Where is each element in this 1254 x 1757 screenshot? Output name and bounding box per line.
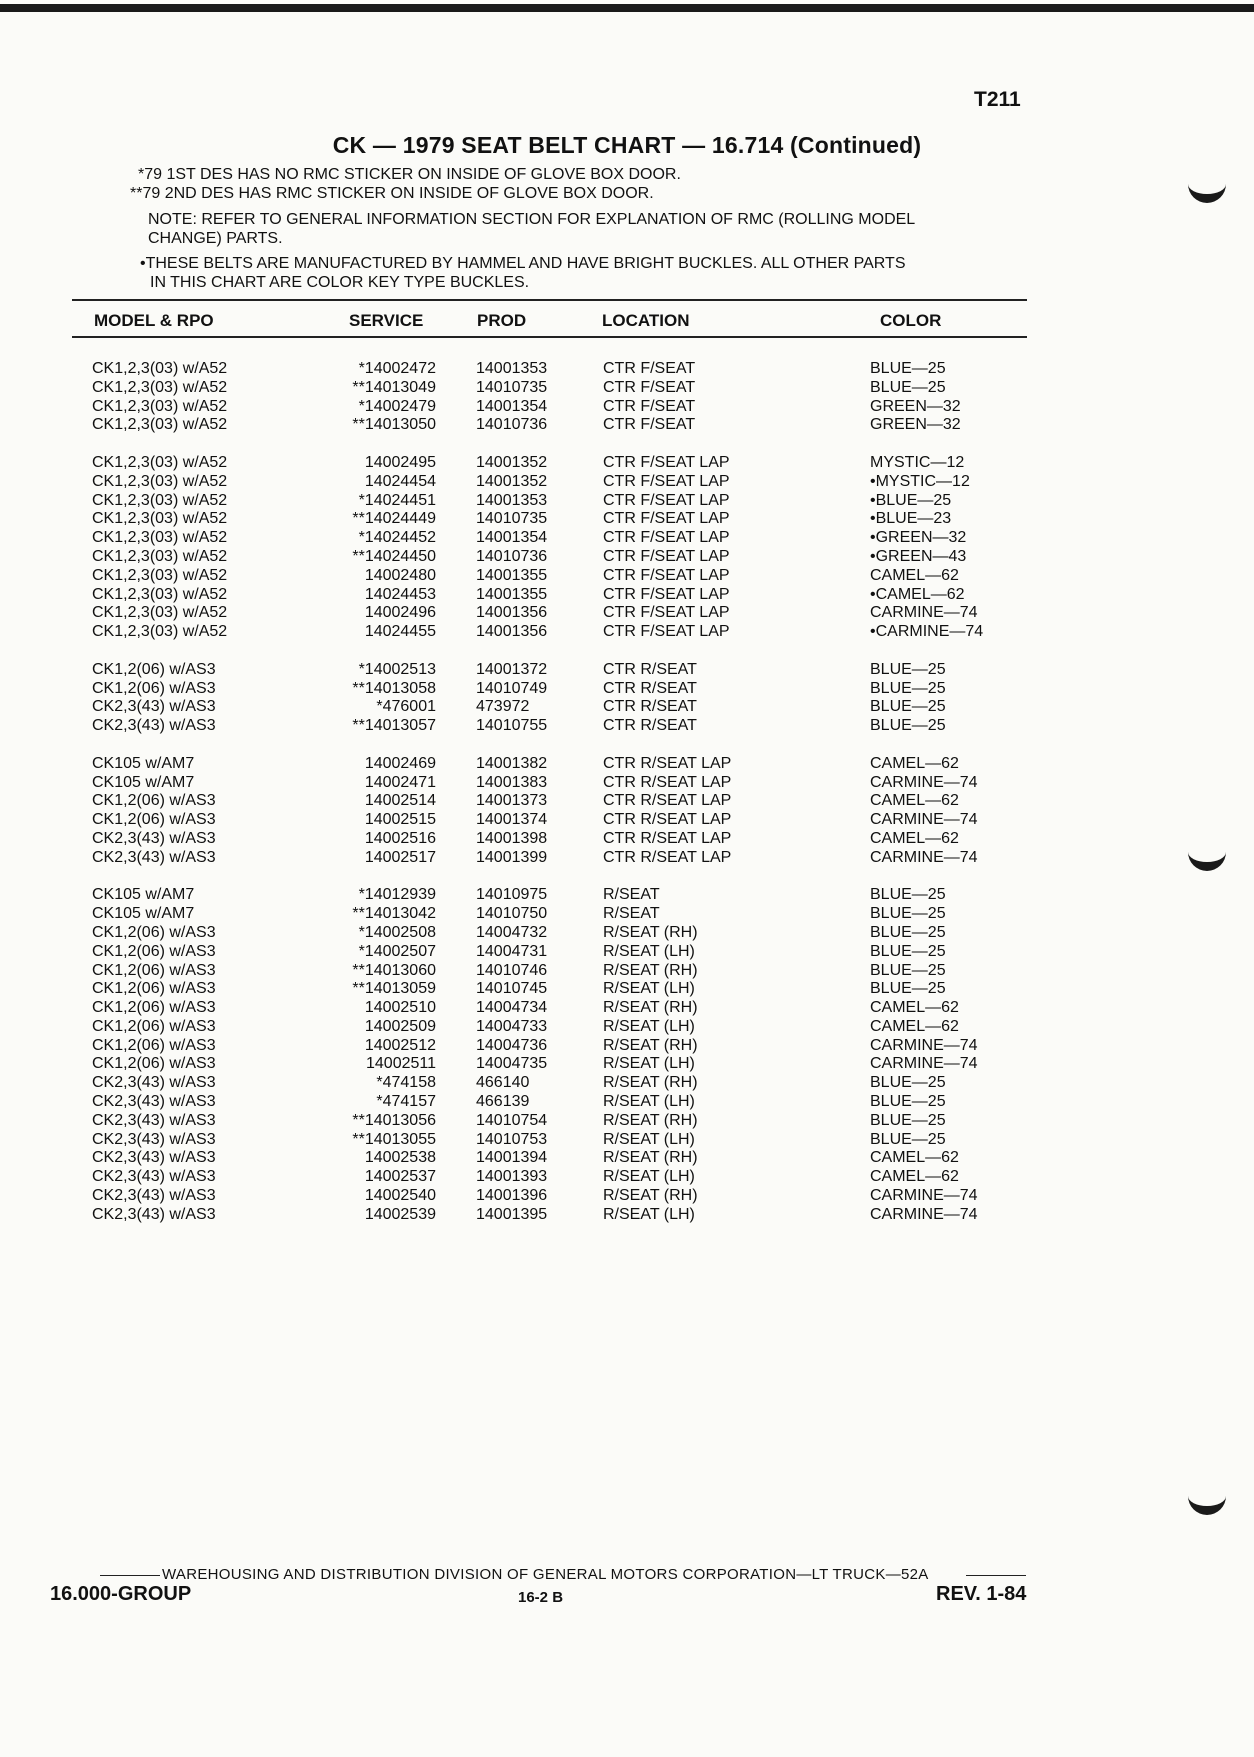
table-row <box>0 1168 1254 1187</box>
cell-service: 14024453 <box>364 585 436 603</box>
cell-location: R/SEAT (RH) <box>603 923 698 941</box>
cell-model: CK105 w/AM7 <box>92 773 195 791</box>
cell-service: **14013057 <box>352 717 436 735</box>
cell-location: CTR F/SEAT <box>603 416 696 434</box>
cell-model: CK1,2,3(03) w/A52 <box>92 360 228 377</box>
cell-color: CAMEL—62 <box>870 1168 959 1186</box>
table-row <box>0 567 1254 586</box>
cell-location: CTR F/SEAT LAP <box>603 547 730 565</box>
cell-location: CTR R/SEAT <box>603 679 697 697</box>
note-first-des: *79 1ST DES HAS NO RMC STICKER ON INSIDE OF GLOVE BOX DOOR. <box>138 166 681 183</box>
cell-model: CK2,3(43) w/AS3 <box>92 829 216 847</box>
cell-model: CK2,3(43) w/AS3 <box>92 717 216 735</box>
cell-location: R/SEAT (LH) <box>603 1017 695 1035</box>
footer-dash-left <box>100 1575 160 1576</box>
cell-location: R/SEAT (RH) <box>603 1149 698 1167</box>
table-row <box>0 548 1254 567</box>
cell-location: CTR F/SEAT LAP <box>603 491 730 509</box>
cell-location: CTR F/SEAT LAP <box>603 604 730 622</box>
table-row <box>0 717 1254 736</box>
cell-service: *14024452 <box>358 529 436 547</box>
cell-model: CK1,2,3(03) w/A52 <box>92 378 228 396</box>
cell-prod: 14004734 <box>476 999 548 1017</box>
cell-service: 14002540 <box>364 1187 436 1205</box>
note-rmc-line2: CHANGE) PARTS. <box>148 230 283 247</box>
cell-prod: 14010745 <box>476 980 548 998</box>
note-second-des: **79 2ND DES HAS RMC STICKER ON INSIDE OF GLOVE BOX DOOR. <box>130 185 654 202</box>
cell-location: CTR F/SEAT <box>603 360 696 377</box>
cell-location: R/SEAT <box>603 905 660 923</box>
cell-service: **14013050 <box>352 416 436 434</box>
cell-service: *474157 <box>376 1093 436 1111</box>
cell-color: CAMEL—62 <box>870 566 959 584</box>
cell-model: CK1,2,3(03) w/A52 <box>92 510 228 528</box>
cell-model: CK1,2,3(03) w/A52 <box>92 529 228 547</box>
cell-prod: 14004736 <box>476 1036 548 1054</box>
cell-model: CK2,3(43) w/AS3 <box>92 1074 216 1092</box>
table-row <box>0 1131 1254 1150</box>
cell-location: CTR F/SEAT LAP <box>603 623 730 641</box>
cell-color: •GREEN—43 <box>870 547 967 565</box>
cell-color: CARMINE—74 <box>870 848 978 866</box>
cell-prod: 14010750 <box>476 905 548 923</box>
table-row <box>0 830 1254 849</box>
cell-color: BLUE—25 <box>870 698 946 716</box>
cell-model: CK105 w/AM7 <box>92 905 195 923</box>
cell-prod: 14010753 <box>476 1130 548 1148</box>
cell-service: 14002495 <box>364 453 436 471</box>
cell-location: CTR R/SEAT <box>603 698 697 716</box>
cell-color: BLUE—25 <box>870 1111 946 1129</box>
cell-location: R/SEAT (RH) <box>603 961 698 979</box>
cell-prod: 14004735 <box>476 1055 548 1073</box>
cell-service: *14002513 <box>358 660 436 678</box>
cell-prod: 14001373 <box>476 792 548 810</box>
cell-model: CK2,3(43) w/AS3 <box>92 1130 216 1148</box>
cell-prod: 466140 <box>476 1074 530 1092</box>
cell-color: CARMINE—74 <box>870 1187 978 1205</box>
footer-page: 16-2 B <box>518 1589 564 1606</box>
cell-location: CTR F/SEAT LAP <box>603 472 730 490</box>
cell-service: 14002471 <box>364 773 436 791</box>
cell-color: CARMINE—74 <box>870 1055 978 1073</box>
cell-model: CK105 w/AM7 <box>92 754 195 772</box>
cell-prod: 14004733 <box>476 1017 548 1035</box>
cell-model: CK1,2(06) w/AS3 <box>92 999 216 1017</box>
cell-location: CTR R/SEAT LAP <box>603 811 732 829</box>
table-row <box>0 416 1254 435</box>
cell-service: **14013055 <box>352 1130 436 1148</box>
cell-color: BLUE—25 <box>870 1093 946 1111</box>
cell-service: *14002508 <box>358 923 436 941</box>
cell-prod: 14010749 <box>476 679 548 697</box>
cell-location: R/SEAT (LH) <box>603 1055 695 1073</box>
cell-location: R/SEAT <box>603 886 660 904</box>
cell-prod: 14001354 <box>476 529 548 547</box>
cell-prod: 14010746 <box>476 961 548 979</box>
cell-model: CK2,3(43) w/AS3 <box>92 848 216 866</box>
cell-prod: 14001399 <box>476 848 548 866</box>
cell-color: BLUE—25 <box>870 886 946 904</box>
table-row <box>0 492 1254 511</box>
cell-model: CK2,3(43) w/AS3 <box>92 1168 216 1186</box>
cell-color: BLUE—25 <box>870 923 946 941</box>
header-service: SERVICE <box>349 311 424 330</box>
cell-prod: 14001398 <box>476 829 548 847</box>
cell-location: R/SEAT (RH) <box>603 1187 698 1205</box>
table-top-rule <box>72 299 1027 301</box>
cell-prod: 14001396 <box>476 1187 548 1205</box>
cell-service: 14002538 <box>364 1149 436 1167</box>
cell-prod: 473972 <box>476 698 530 716</box>
cell-model: CK1,2,3(03) w/A52 <box>92 453 228 471</box>
table-header-rule <box>72 336 1027 338</box>
cell-color: BLUE—25 <box>870 717 946 735</box>
table-row <box>0 755 1254 774</box>
cell-prod: 14004731 <box>476 942 548 960</box>
cell-service: *474158 <box>376 1074 436 1092</box>
table-row <box>0 1149 1254 1168</box>
cell-color: CARMINE—74 <box>870 1205 978 1223</box>
cell-service: **14013060 <box>352 961 436 979</box>
table-row <box>0 680 1254 699</box>
cell-model: CK1,2(06) w/AS3 <box>92 660 216 678</box>
cell-model: CK2,3(43) w/AS3 <box>92 1149 216 1167</box>
cell-location: CTR R/SEAT LAP <box>603 773 732 791</box>
cell-location: R/SEAT (RH) <box>603 1111 698 1129</box>
table-row <box>0 379 1254 398</box>
table-row <box>0 398 1254 417</box>
table-row <box>0 811 1254 830</box>
table-row <box>0 980 1254 999</box>
cell-service: **14013059 <box>352 980 436 998</box>
cell-model: CK1,2,3(03) w/A52 <box>92 604 228 622</box>
page-title: CK — 1979 SEAT BELT CHART — 16.714 (Continued) <box>332 132 922 158</box>
cell-prod: 14001394 <box>476 1149 548 1167</box>
table-row <box>0 1074 1254 1093</box>
cell-service: *476001 <box>376 698 436 716</box>
cell-model: CK1,2(06) w/AS3 <box>92 811 216 829</box>
cell-color: CARMINE—74 <box>870 773 978 791</box>
cell-prod: 14001353 <box>476 360 548 377</box>
cell-model: CK1,2(06) w/AS3 <box>92 1055 216 1073</box>
cell-service: **14013056 <box>352 1111 436 1129</box>
cell-location: CTR F/SEAT LAP <box>603 510 730 528</box>
table-row <box>0 473 1254 492</box>
cell-color: BLUE—25 <box>870 961 946 979</box>
cell-prod: 14010736 <box>476 416 548 434</box>
table-body <box>0 360 1254 1225</box>
cell-color: BLUE—25 <box>870 660 946 678</box>
cell-prod: 466139 <box>476 1093 530 1111</box>
binder-hole-icon <box>1188 1480 1226 1515</box>
cell-color: MYSTIC—12 <box>870 453 965 471</box>
cell-model: CK1,2,3(03) w/A52 <box>92 472 228 490</box>
cell-prod: 14010736 <box>476 547 548 565</box>
cell-prod: 14001382 <box>476 754 548 772</box>
cell-location: R/SEAT (LH) <box>603 1168 695 1186</box>
cell-service: 14024455 <box>364 623 436 641</box>
cell-service: *14002507 <box>358 942 436 960</box>
cell-service: 14002539 <box>364 1205 436 1223</box>
cell-location: CTR R/SEAT LAP <box>603 792 732 810</box>
cell-service: **14013042 <box>352 905 436 923</box>
table-row <box>0 943 1254 962</box>
cell-model: CK1,2(06) w/AS3 <box>92 679 216 697</box>
cell-prod: 14001354 <box>476 397 548 415</box>
cell-color: CARMINE—74 <box>870 811 978 829</box>
cell-location: CTR R/SEAT <box>603 717 697 735</box>
cell-prod: 14001372 <box>476 660 548 678</box>
cell-service: *14012939 <box>358 886 436 904</box>
cell-color: GREEN—32 <box>870 397 961 415</box>
cell-color: •CARMINE—74 <box>870 623 984 641</box>
header-color: COLOR <box>880 311 942 330</box>
cell-model: CK2,3(43) w/AS3 <box>92 1093 216 1111</box>
cell-service: 14002509 <box>364 1017 436 1035</box>
cell-color: CARMINE—74 <box>870 604 978 622</box>
table-row <box>0 1206 1254 1225</box>
note-rmc-line1: NOTE: REFER TO GENERAL INFORMATION SECTION FOR EXPLANATION OF RMC (ROLLING MODEL <box>148 211 916 228</box>
binder-hole-icon <box>1188 168 1226 203</box>
cell-location: R/SEAT (RH) <box>603 999 698 1017</box>
cell-model: CK1,2(06) w/AS3 <box>92 961 216 979</box>
cell-color: CAMEL—62 <box>870 829 959 847</box>
table-row <box>0 586 1254 605</box>
cell-service: 14002516 <box>364 829 436 847</box>
cell-prod: 14001356 <box>476 623 548 641</box>
cell-prod: 14010975 <box>476 886 548 904</box>
cell-model: CK1,2,3(03) w/A52 <box>92 397 228 415</box>
cell-service: 14002515 <box>364 811 436 829</box>
cell-service: 14002512 <box>364 1036 436 1054</box>
cell-location: R/SEAT (LH) <box>603 1130 695 1148</box>
cell-location: CTR R/SEAT LAP <box>603 754 732 772</box>
cell-location: CTR R/SEAT <box>603 660 697 678</box>
cell-prod: 14001395 <box>476 1205 548 1223</box>
cell-service: 14002469 <box>364 754 436 772</box>
cell-location: CTR F/SEAT LAP <box>603 453 730 471</box>
cell-location: CTR F/SEAT LAP <box>603 566 730 584</box>
cell-prod: 14001355 <box>476 585 548 603</box>
table-row <box>0 529 1254 548</box>
cell-location: CTR R/SEAT LAP <box>603 829 732 847</box>
table-row <box>0 661 1254 680</box>
cell-model: CK1,2,3(03) w/A52 <box>92 547 228 565</box>
cell-model: CK1,2,3(03) w/A52 <box>92 416 228 434</box>
cell-prod: 14004732 <box>476 923 548 941</box>
table-row <box>0 510 1254 529</box>
top-edge-bar <box>0 4 1254 12</box>
cell-color: CAMEL—62 <box>870 999 959 1017</box>
cell-prod: 14001393 <box>476 1168 548 1186</box>
page-id: T211 <box>974 88 1021 111</box>
cell-model: CK2,3(43) w/AS3 <box>92 1205 216 1223</box>
cell-model: CK2,3(43) w/AS3 <box>92 698 216 716</box>
table-row <box>0 698 1254 717</box>
cell-model: CK1,2,3(03) w/A52 <box>92 585 228 603</box>
footer-rev: REV. 1-84 <box>936 1583 1027 1605</box>
cell-prod: 14001352 <box>476 453 548 471</box>
header-location: LOCATION <box>602 311 690 330</box>
cell-color: •BLUE—23 <box>870 510 952 528</box>
header-model: MODEL & RPO <box>94 311 214 330</box>
cell-color: BLUE—25 <box>870 980 946 998</box>
cell-model: CK105 w/AM7 <box>92 886 195 904</box>
cell-location: CTR F/SEAT LAP <box>603 585 730 603</box>
cell-location: CTR F/SEAT <box>603 397 696 415</box>
table-row <box>0 1055 1254 1074</box>
cell-prod: 14001355 <box>476 566 548 584</box>
cell-service: 14024454 <box>364 472 436 490</box>
cell-prod: 14001352 <box>476 472 548 490</box>
cell-prod: 14010735 <box>476 378 548 396</box>
table-row <box>0 849 1254 868</box>
cell-color: CARMINE—74 <box>870 1036 978 1054</box>
cell-model: CK1,2,3(03) w/A52 <box>92 566 228 584</box>
cell-location: R/SEAT (LH) <box>603 1093 695 1111</box>
cell-color: BLUE—25 <box>870 378 946 396</box>
table-row <box>0 962 1254 981</box>
cell-color: CAMEL—62 <box>870 1149 959 1167</box>
cell-service: 14002511 <box>366 1055 436 1073</box>
cell-prod: 14010754 <box>476 1111 548 1129</box>
cell-service: **14024449 <box>352 510 436 528</box>
table-row <box>0 623 1254 642</box>
cell-model: CK1,2(06) w/AS3 <box>92 1017 216 1035</box>
cell-color: BLUE—25 <box>870 942 946 960</box>
cell-color: •GREEN—32 <box>870 529 967 547</box>
cell-prod: 14001356 <box>476 604 548 622</box>
cell-color: BLUE—25 <box>870 679 946 697</box>
cell-location: R/SEAT (LH) <box>603 942 695 960</box>
cell-model: CK1,2,3(03) w/A52 <box>92 491 228 509</box>
cell-location: R/SEAT (RH) <box>603 1036 698 1054</box>
table-row <box>0 1112 1254 1131</box>
cell-color: •MYSTIC—12 <box>870 472 970 490</box>
table-row <box>0 454 1254 473</box>
table-row <box>0 905 1254 924</box>
cell-location: R/SEAT (RH) <box>603 1074 698 1092</box>
cell-model: CK2,3(43) w/AS3 <box>92 1111 216 1129</box>
cell-prod: 14010735 <box>476 510 548 528</box>
table-row <box>0 924 1254 943</box>
cell-location: R/SEAT (LH) <box>603 980 695 998</box>
cell-color: CAMEL—62 <box>870 792 959 810</box>
table-row <box>0 1037 1254 1056</box>
cell-service: 14002496 <box>364 604 436 622</box>
cell-model: CK1,2(06) w/AS3 <box>92 1036 216 1054</box>
cell-model: CK1,2(06) w/AS3 <box>92 942 216 960</box>
cell-model: CK1,2(06) w/AS3 <box>92 792 216 810</box>
table-row <box>0 774 1254 793</box>
table-row <box>0 999 1254 1018</box>
cell-location: CTR F/SEAT LAP <box>603 529 730 547</box>
cell-color: CAMEL—62 <box>870 1017 959 1035</box>
footer-division: WAREHOUSING AND DISTRIBUTION DIVISION OF GENERAL MOTORS CORPORATION—LT TRUCK—52A <box>162 1566 929 1583</box>
cell-color: GREEN—32 <box>870 416 961 434</box>
table-row <box>0 360 1254 379</box>
table-row <box>0 792 1254 811</box>
cell-service: 14002537 <box>364 1168 436 1186</box>
header-prod: PROD <box>477 311 527 330</box>
cell-color: CAMEL—62 <box>870 754 959 772</box>
cell-prod: 14001374 <box>476 811 548 829</box>
cell-service: **14024450 <box>352 547 436 565</box>
cell-service: *14024451 <box>358 491 436 509</box>
cell-prod: 14001383 <box>476 773 548 791</box>
cell-service: 14002510 <box>364 999 436 1017</box>
cell-prod: 14010755 <box>476 717 548 735</box>
cell-service: **14013058 <box>352 679 436 697</box>
cell-service: *14002472 <box>358 360 436 377</box>
cell-color: •CAMEL—62 <box>870 585 965 603</box>
cell-color: BLUE—25 <box>870 1130 946 1148</box>
table-row <box>0 604 1254 623</box>
table-row <box>0 1187 1254 1206</box>
cell-model: CK2,3(43) w/AS3 <box>92 1187 216 1205</box>
cell-service: 14002480 <box>364 566 436 584</box>
cell-service: *14002479 <box>358 397 436 415</box>
cell-location: R/SEAT (LH) <box>603 1205 695 1223</box>
cell-service: **14013049 <box>352 378 436 396</box>
footer-group: 16.000-GROUP <box>50 1583 192 1605</box>
cell-color: •BLUE—25 <box>870 491 952 509</box>
table-row <box>0 1018 1254 1037</box>
footer-dash-right <box>966 1575 1026 1576</box>
cell-model: CK1,2,3(03) w/A52 <box>92 623 228 641</box>
table-row <box>0 1093 1254 1112</box>
cell-color: BLUE—25 <box>870 360 946 377</box>
table-row <box>0 886 1254 905</box>
note-hammel-line1: •THESE BELTS ARE MANUFACTURED BY HAMMEL AND HAVE BRIGHT BUCKLES. ALL OTHER PARTS <box>140 255 906 272</box>
cell-color: BLUE—25 <box>870 905 946 923</box>
cell-service: 14002517 <box>364 848 436 866</box>
cell-location: CTR F/SEAT <box>603 378 696 396</box>
cell-color: BLUE—25 <box>870 1074 946 1092</box>
note-hammel-line2: IN THIS CHART ARE COLOR KEY TYPE BUCKLES. <box>150 274 530 291</box>
cell-prod: 14001353 <box>476 491 548 509</box>
cell-service: 14002514 <box>364 792 436 810</box>
cell-location: CTR R/SEAT LAP <box>603 848 732 866</box>
cell-model: CK1,2(06) w/AS3 <box>92 980 216 998</box>
cell-model: CK1,2(06) w/AS3 <box>92 923 216 941</box>
